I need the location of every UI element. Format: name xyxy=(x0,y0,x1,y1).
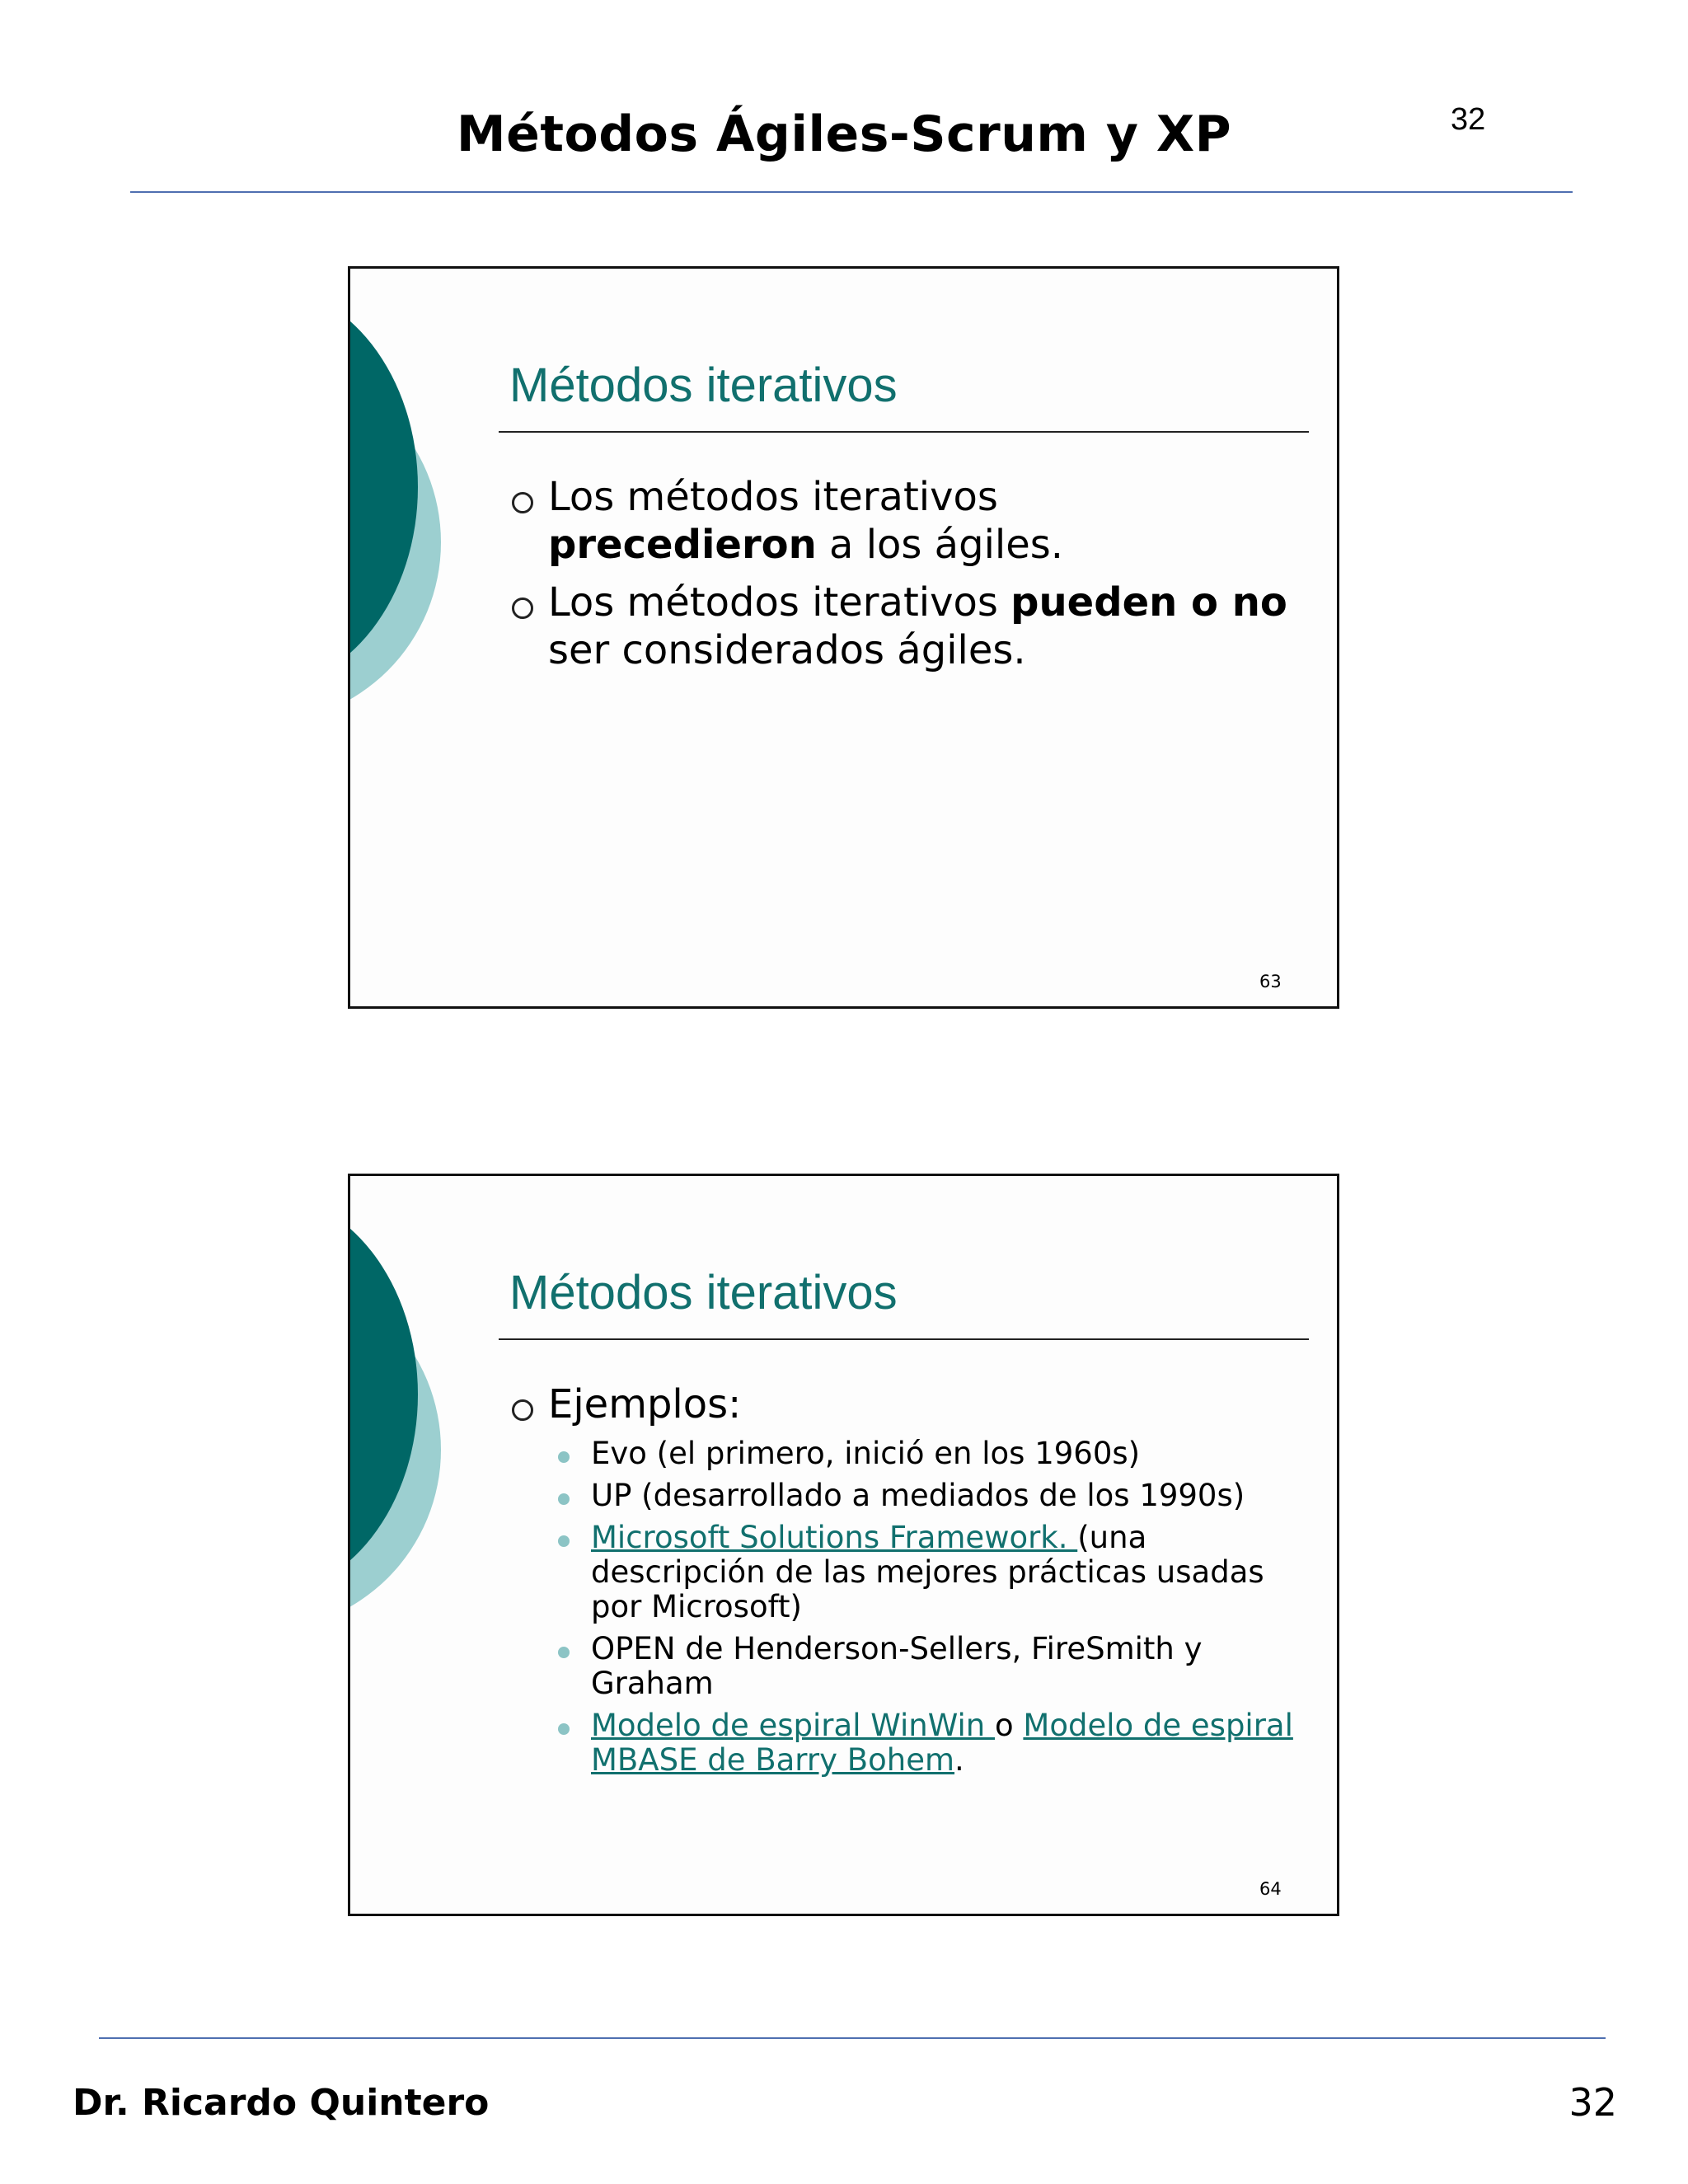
slide-thumbnail-63 xyxy=(348,266,1339,1009)
sub-list-item xyxy=(548,1479,1298,1513)
bullet-bold-text: precedieron xyxy=(548,522,817,568)
slide-title: Métodos iterativos xyxy=(509,359,898,412)
slide-title: Métodos iterativos xyxy=(509,1266,898,1319)
bullet-text: a los ágiles. xyxy=(816,522,1064,568)
page-title: Métodos Ágiles-Scrum y XP xyxy=(456,105,1232,163)
link-microsoft-solutions-framework[interactable]: Microsoft Solutions Framework. xyxy=(591,1520,1078,1555)
dot-bullet-icon xyxy=(558,1647,570,1658)
dot-bullet-icon xyxy=(558,1451,570,1463)
sub-list-item xyxy=(548,1708,1298,1778)
bullet-item xyxy=(507,1380,1298,1778)
sub-item-text: . xyxy=(954,1742,964,1778)
link-modelo-espiral-mbase[interactable]: Modelo de espiral MBASE de Barry Bohem xyxy=(591,1708,1293,1778)
link-modelo-espiral-winwin[interactable]: Modelo de espiral WinWin xyxy=(591,1708,995,1743)
sub-bullet-list xyxy=(548,1436,1298,1778)
ring-bullet-icon xyxy=(512,1399,533,1421)
bullet-item xyxy=(507,473,1298,569)
bullet-text: Ejemplos: xyxy=(548,1381,742,1427)
bullet-list xyxy=(507,473,1298,684)
sub-list-item xyxy=(548,1436,1298,1471)
dot-bullet-icon xyxy=(558,1493,570,1505)
footer-divider xyxy=(99,2037,1606,2039)
sub-list-item xyxy=(548,1521,1298,1624)
sub-item-text: (una descripción de las mejores prácticas usadas por Microsoft) xyxy=(591,1520,1264,1624)
slide-title-divider xyxy=(499,1338,1309,1340)
header-divider xyxy=(130,191,1573,193)
slide-number: 63 xyxy=(1259,972,1282,991)
page-number-top: 32 xyxy=(1451,102,1486,137)
sub-item-text: o xyxy=(995,1708,1024,1743)
sub-item-text: OPEN de Henderson-Sellers, FireSmith y Graham xyxy=(591,1631,1203,1701)
footer-page-number: 32 xyxy=(1568,2080,1617,2125)
dot-bullet-icon xyxy=(558,1723,570,1735)
sub-item-text: Evo (el primero, inició en los 1960s) xyxy=(591,1436,1141,1471)
bullet-text: Los métodos iterativos xyxy=(548,579,1011,626)
slide-number: 64 xyxy=(1259,1879,1282,1899)
footer-author: Dr. Ricardo Quintero xyxy=(73,2082,490,2124)
bullet-item xyxy=(507,579,1298,674)
sub-item-text: UP (desarrollado a mediados de los 1990s) xyxy=(591,1478,1245,1513)
bullet-list xyxy=(507,1380,1298,1788)
bullet-text: Los métodos iterativos xyxy=(548,474,998,520)
slide-thumbnail-64 xyxy=(348,1174,1339,1916)
ring-bullet-icon xyxy=(512,492,533,513)
slide-title-divider xyxy=(499,431,1309,433)
bullet-bold-text: pueden o no xyxy=(1010,579,1287,626)
sub-list-item xyxy=(548,1632,1298,1701)
ring-bullet-icon xyxy=(512,598,533,619)
dot-bullet-icon xyxy=(558,1535,570,1547)
bullet-text: ser considerados ágiles. xyxy=(548,627,1026,673)
